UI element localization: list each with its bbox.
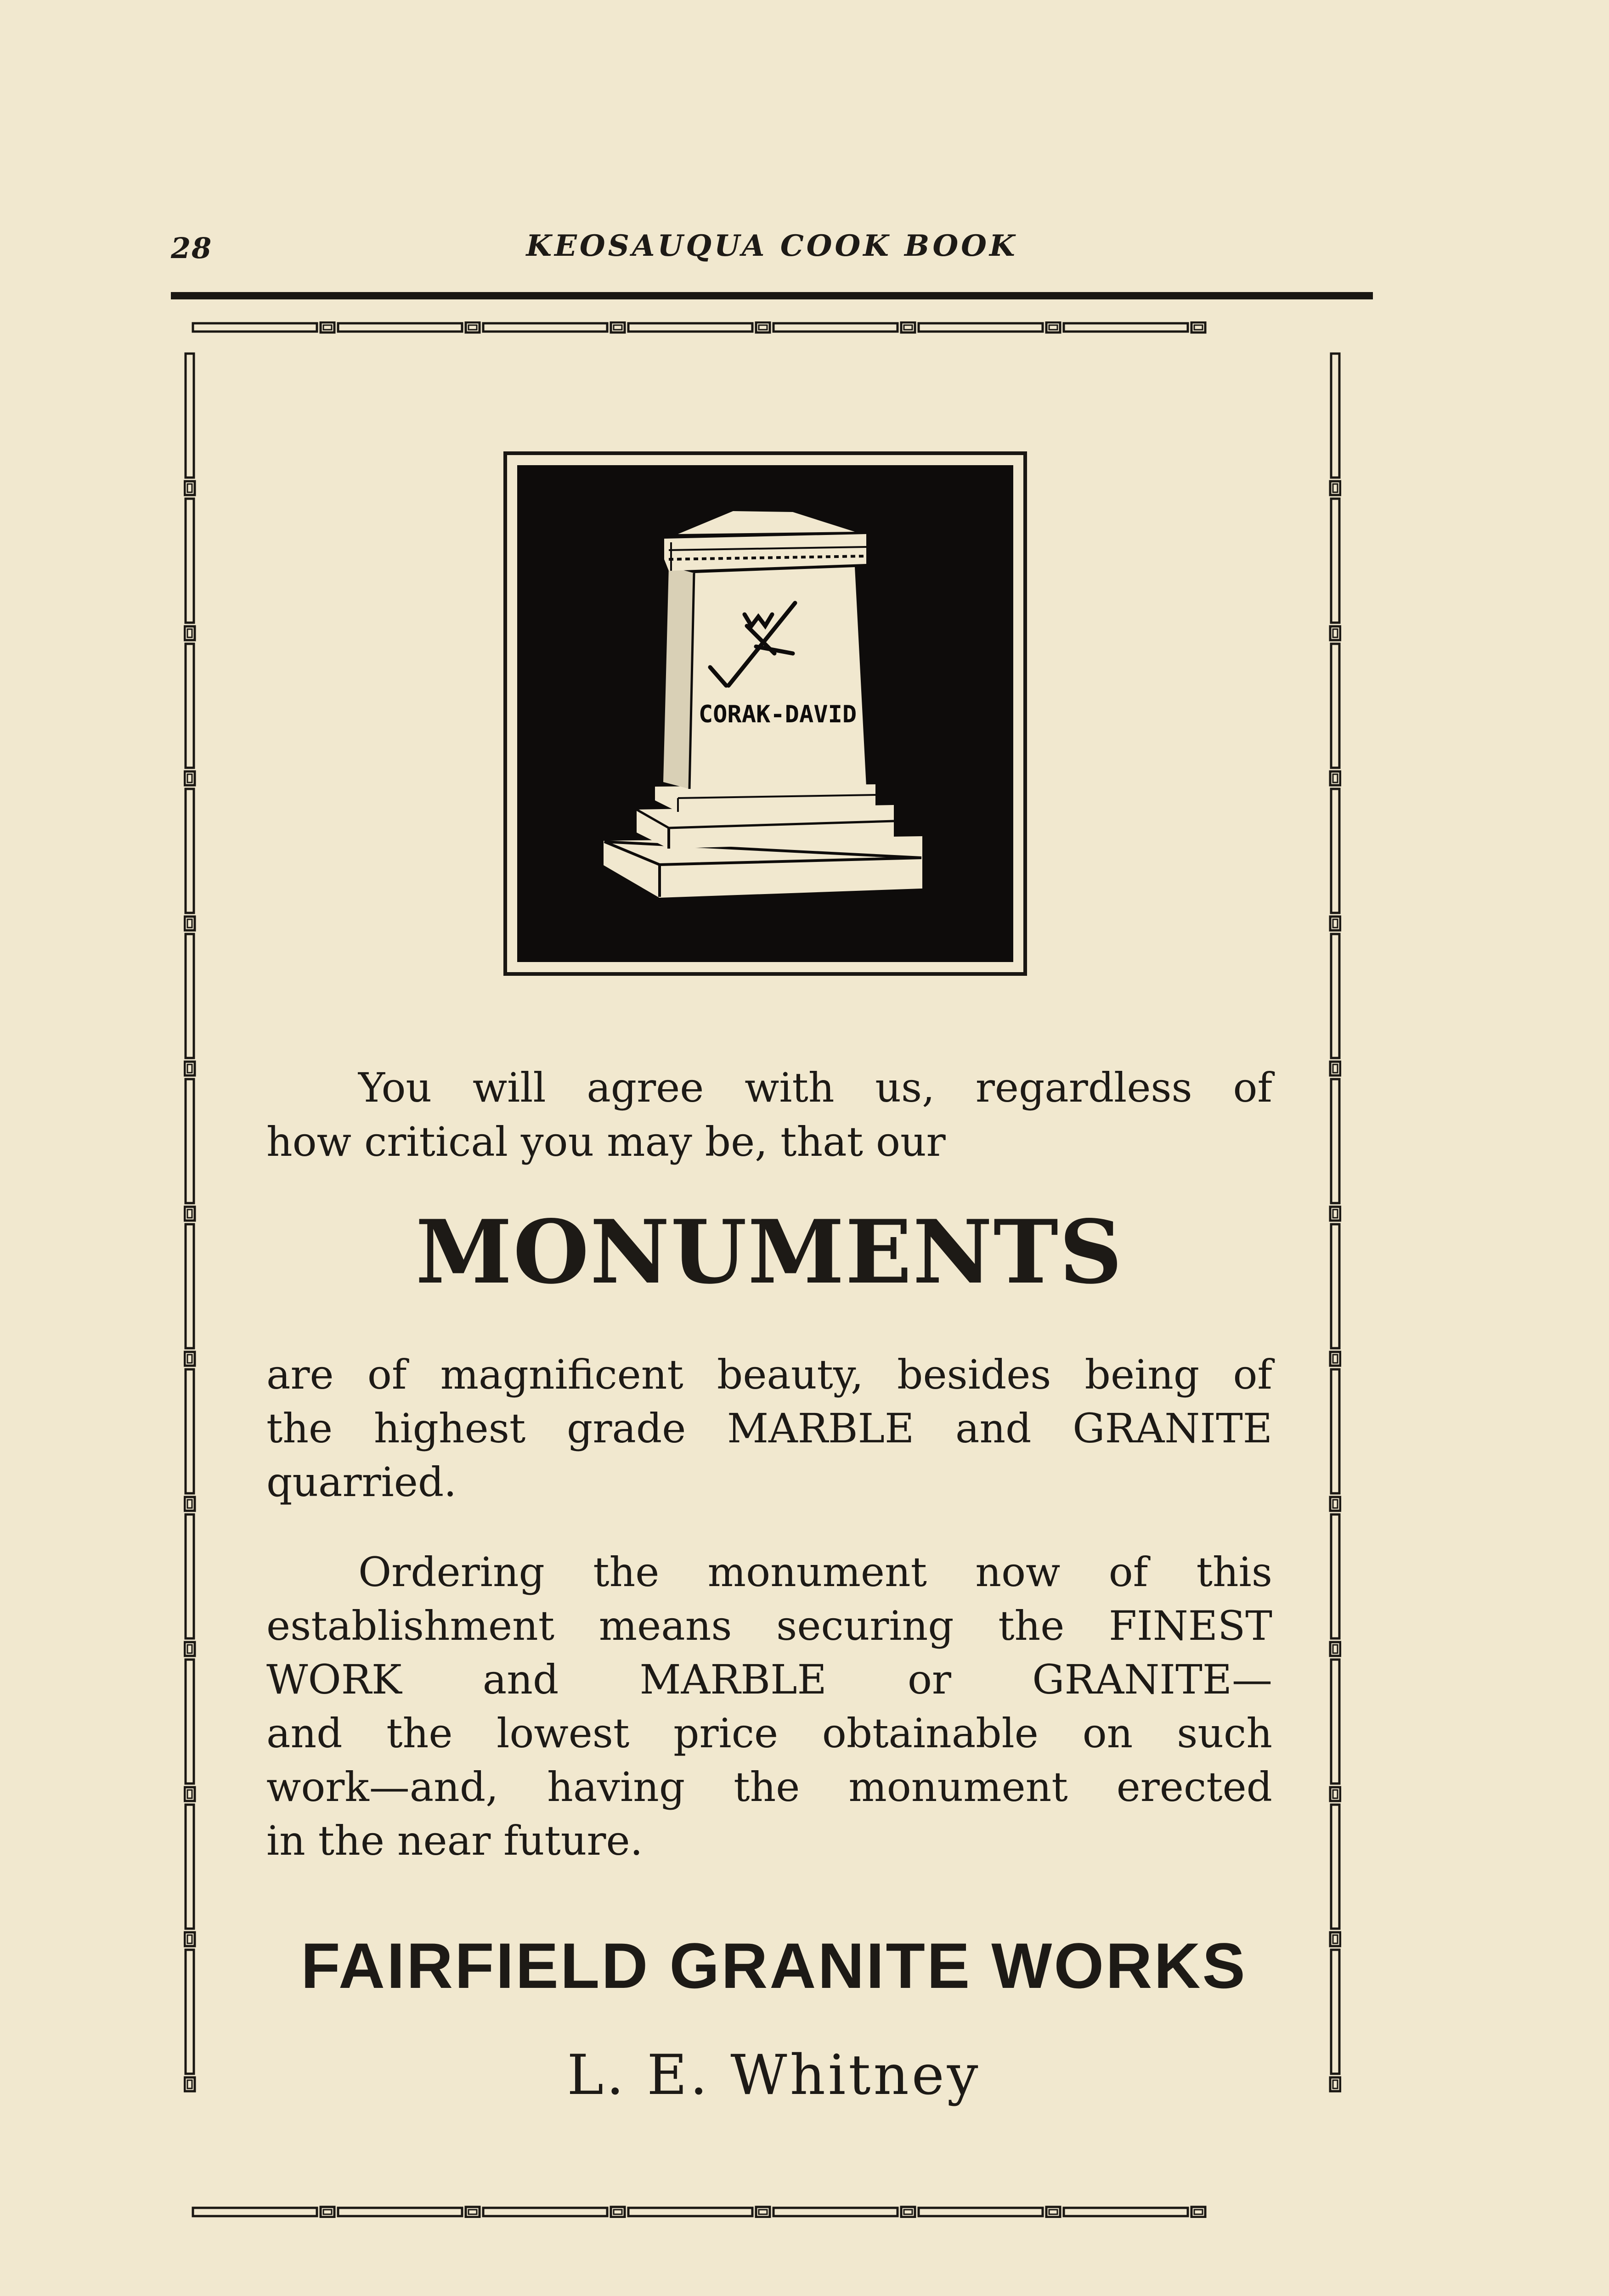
- paragraph-1: [266, 1348, 1272, 1509]
- proprietor-name: L. E. Whitney: [567, 2043, 981, 2107]
- paragraph-line: work—and, having the monument erected: [266, 1763, 1272, 1811]
- paragraph-line: establishment means securing the FINEST: [266, 1602, 1272, 1649]
- paragraph-line: in the near future.: [266, 1817, 643, 1864]
- lead-line-1: You will agree with us, regardless of: [358, 1064, 1272, 1111]
- headline: MONUMENTS: [415, 1201, 1123, 1303]
- paragraph-line: quarried.: [266, 1458, 457, 1506]
- paragraph-line: WORK and MARBLE or GRANITE—: [266, 1656, 1272, 1703]
- page-number: 28: [171, 231, 213, 265]
- header-rule: [171, 292, 1373, 299]
- paragraph-line: are of magnificent beauty, besides being of: [266, 1351, 1272, 1398]
- monument-inscription: CORAK-DAVID: [698, 701, 857, 728]
- paragraph-line: Ordering the monument now of this: [358, 1548, 1272, 1596]
- monument-drawing: [517, 465, 1013, 962]
- running-title: KEOSAUQUA COOK BOOK: [526, 229, 1018, 263]
- lead-text: [266, 1061, 1272, 1169]
- paragraph-line: the highest grade MARBLE and GRANITE: [266, 1405, 1272, 1452]
- lead-line-2: how critical you may be, that our: [266, 1118, 946, 1165]
- paragraph-line: and the lowest price obtainable on such: [266, 1710, 1272, 1757]
- page-header: [171, 229, 1373, 265]
- company-name: FAIRFIELD GRANITE WORKS: [301, 1930, 1247, 2002]
- paragraph-2: [266, 1545, 1272, 1868]
- monument-illustration: [503, 451, 1027, 976]
